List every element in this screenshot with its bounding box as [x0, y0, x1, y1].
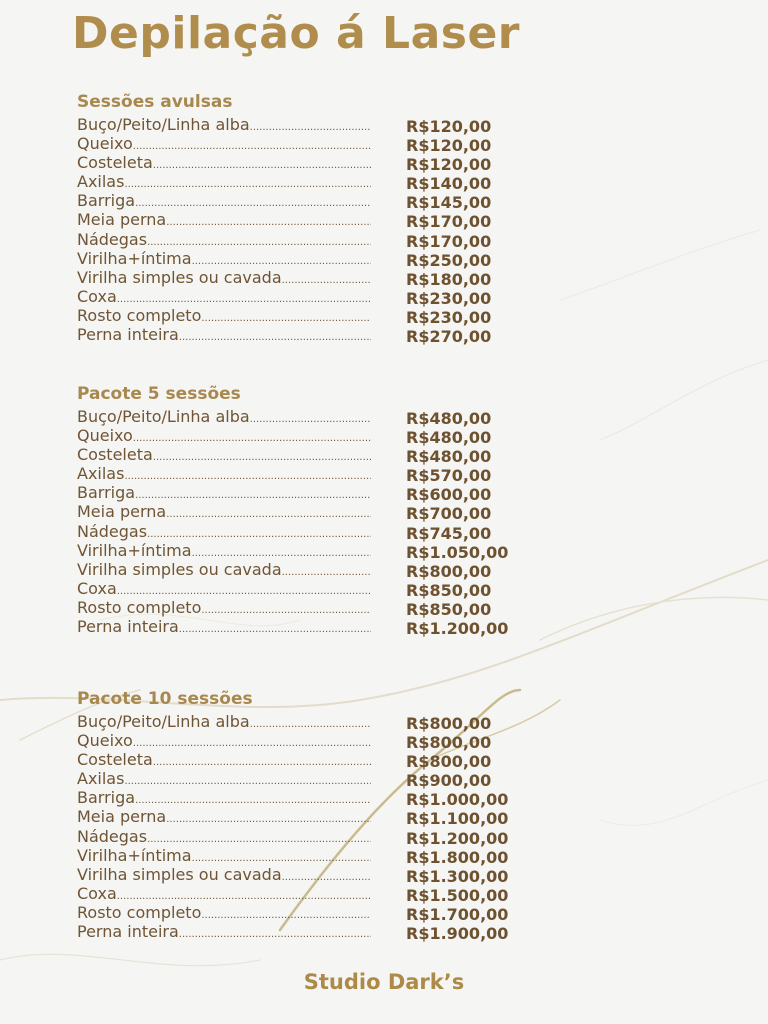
price-row — [77, 211, 537, 230]
price-row — [77, 173, 537, 192]
service-price: R$700,00 — [406, 504, 492, 524]
service-name: Meia perna ..... — [77, 210, 371, 233]
service-price: R$850,00 — [406, 599, 492, 619]
price-row — [77, 599, 537, 618]
service-price: R$800,00 — [406, 561, 492, 581]
price-row — [77, 231, 537, 250]
price-list — [77, 408, 537, 637]
price-row — [77, 789, 537, 808]
section-heading: Pacote 5 sessões — [77, 384, 241, 404]
service-name: Buço/Peito/Linha alba ..... — [77, 115, 371, 138]
service-name: Virilha simples ou cavada ..... — [77, 560, 371, 583]
price-row — [77, 542, 537, 561]
service-name: Buço/Peito/Linha alba ..... — [77, 712, 371, 735]
price-row — [77, 154, 537, 173]
price-row — [77, 561, 537, 580]
service-price: R$180,00 — [406, 269, 492, 289]
price-row — [77, 116, 537, 135]
price-list — [77, 116, 537, 345]
service-price: R$1.300,00 — [406, 866, 509, 886]
price-row — [77, 192, 537, 211]
service-price: R$170,00 — [406, 212, 492, 232]
section-heading: Sessões avulsas — [77, 92, 233, 112]
service-price: R$1.900,00 — [406, 924, 509, 944]
service-name: Perna inteira ..... — [77, 617, 371, 640]
service-price: R$250,00 — [406, 250, 492, 270]
section-avulsas — [77, 90, 537, 345]
service-name: Nádegas ..... — [77, 827, 371, 850]
price-row — [77, 923, 537, 942]
service-price: R$120,00 — [406, 155, 492, 175]
service-name: Virilha simples ou cavada ..... — [77, 865, 371, 888]
service-name: Buço/Peito/Linha alba ..... — [77, 407, 371, 430]
service-price: R$1.050,00 — [406, 542, 509, 562]
service-name: Rosto completo ..... — [77, 598, 371, 621]
service-name: Meia perna ..... — [77, 502, 371, 525]
price-row — [77, 250, 537, 269]
service-name: Coxa ..... — [77, 287, 371, 310]
service-name: Costeleta ..... — [77, 445, 371, 468]
service-price: R$600,00 — [406, 485, 492, 505]
service-name: Perna inteira ..... — [77, 922, 371, 945]
service-name: Barriga ..... — [77, 191, 371, 214]
service-price: R$1.000,00 — [406, 790, 509, 810]
service-price: R$900,00 — [406, 771, 492, 791]
price-row — [77, 307, 537, 326]
service-name: Virilha+íntima ..... — [77, 249, 371, 272]
service-price: R$800,00 — [406, 752, 492, 772]
price-list — [77, 713, 537, 942]
service-price: R$230,00 — [406, 288, 492, 308]
price-row — [77, 732, 537, 751]
service-price: R$1.700,00 — [406, 904, 509, 924]
service-price: R$850,00 — [406, 580, 492, 600]
price-row — [77, 847, 537, 866]
service-name: Nádegas ..... — [77, 522, 371, 545]
price-row — [77, 484, 537, 503]
service-price: R$480,00 — [406, 409, 492, 428]
service-name: Rosto completo ..... — [77, 903, 371, 926]
price-row — [77, 427, 537, 446]
price-row — [77, 904, 537, 923]
service-name: Axilas ..... — [77, 172, 371, 195]
service-name: Virilha simples ou cavada ..... — [77, 268, 371, 291]
service-price: R$120,00 — [406, 117, 492, 136]
price-row — [77, 408, 537, 427]
price-row — [77, 866, 537, 885]
page-title: Depilação á Laser — [72, 8, 521, 59]
service-name: Coxa ..... — [77, 884, 371, 907]
service-price: R$145,00 — [406, 193, 492, 213]
service-price: R$800,00 — [406, 733, 492, 753]
service-name: Virilha+íntima ..... — [77, 846, 371, 869]
service-price: R$1.500,00 — [406, 885, 509, 905]
price-row — [77, 465, 537, 484]
price-row — [77, 269, 537, 288]
service-price: R$480,00 — [406, 428, 492, 448]
service-name: Rosto completo ..... — [77, 306, 371, 329]
price-row — [77, 580, 537, 599]
studio-name — [0, 970, 768, 994]
studio-name-text: Studio Dark’s — [303, 970, 465, 994]
service-name: Axilas ..... — [77, 464, 371, 487]
service-name: Nádegas ..... — [77, 230, 371, 253]
service-price: R$1.200,00 — [406, 828, 509, 848]
service-price: R$480,00 — [406, 447, 492, 467]
service-name: Costeleta ..... — [77, 750, 371, 773]
price-row — [77, 828, 537, 847]
service-price: R$745,00 — [406, 523, 492, 543]
price-row — [77, 288, 537, 307]
section-pacote-10 — [77, 687, 537, 942]
service-price: R$1.800,00 — [406, 847, 509, 867]
price-row — [77, 618, 537, 637]
price-row — [77, 503, 537, 522]
price-row — [77, 885, 537, 904]
service-price: R$170,00 — [406, 231, 492, 251]
price-row — [77, 446, 537, 465]
service-name: Meia perna ..... — [77, 807, 371, 830]
section-heading: Pacote 10 sessões — [77, 689, 253, 709]
price-row — [77, 808, 537, 827]
price-row — [77, 713, 537, 732]
service-price: R$120,00 — [406, 136, 492, 156]
service-name: Queixo ..... — [77, 731, 371, 754]
service-price: R$140,00 — [406, 174, 492, 194]
service-name: Coxa ..... — [77, 579, 371, 602]
service-name: Axilas ..... — [77, 769, 371, 792]
service-price: R$570,00 — [406, 466, 492, 486]
service-price: R$1.100,00 — [406, 809, 509, 829]
service-name: Costeleta ..... — [77, 153, 371, 176]
service-name: Virilha+íntima ..... — [77, 541, 371, 564]
price-row — [77, 135, 537, 154]
price-row — [77, 770, 537, 789]
service-price: R$800,00 — [406, 714, 492, 733]
service-price: R$230,00 — [406, 307, 492, 327]
service-name: Perna inteira ..... — [77, 325, 371, 348]
section-pacote-5 — [77, 382, 537, 637]
price-row — [77, 523, 537, 542]
service-price: R$270,00 — [406, 327, 492, 347]
service-price: R$1.200,00 — [406, 619, 509, 639]
service-name: Barriga ..... — [77, 483, 371, 506]
price-row — [77, 751, 537, 770]
price-row — [77, 326, 537, 345]
service-name: Barriga ..... — [77, 788, 371, 811]
service-name: Queixo ..... — [77, 134, 371, 157]
service-name: Queixo ..... — [77, 426, 371, 449]
